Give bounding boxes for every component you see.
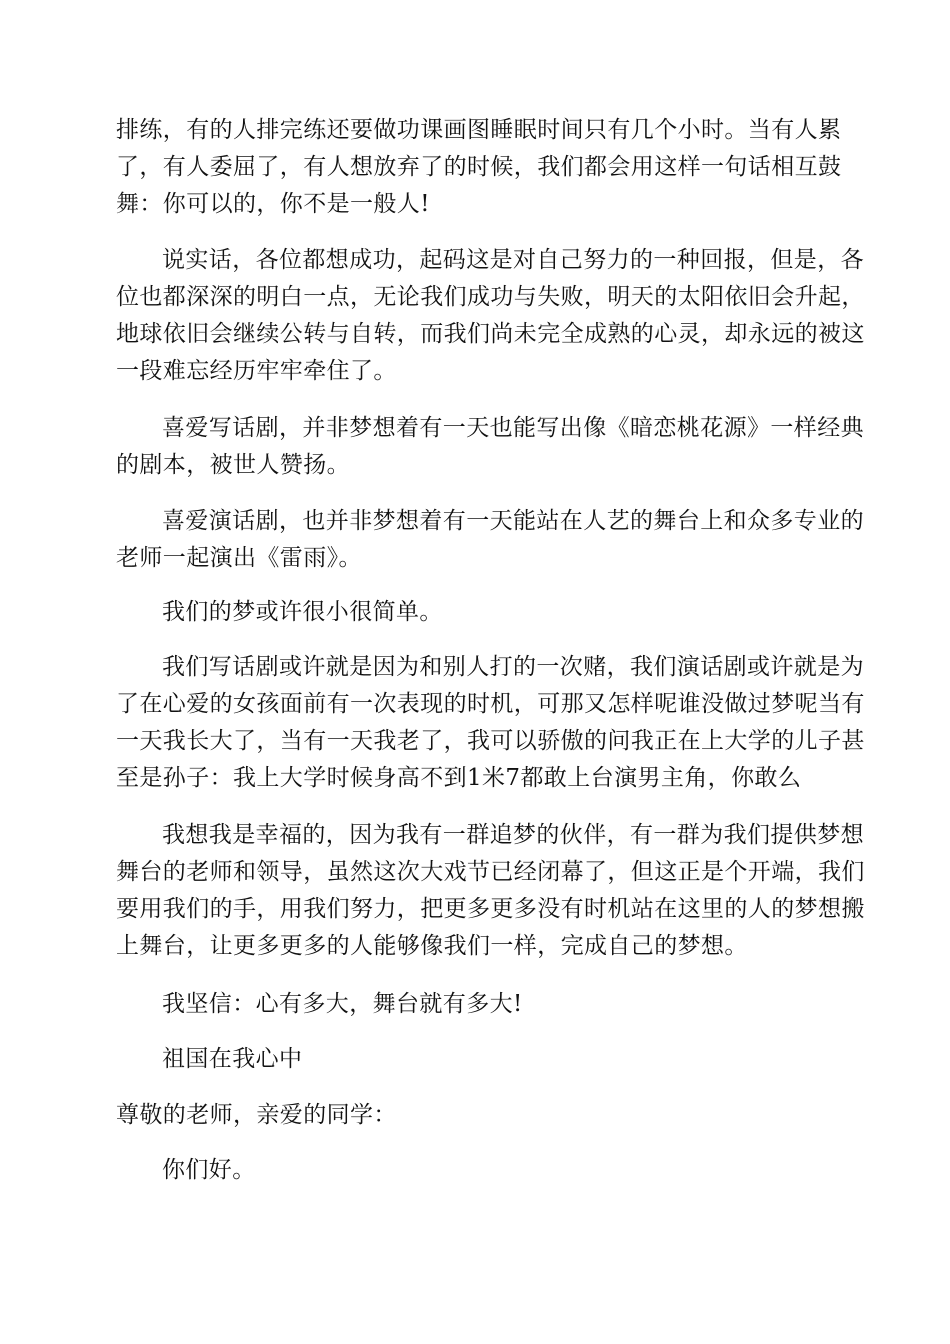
text-line: 上舞台，让更多更多的人能够像我们一样，完成自己的梦想。 <box>116 933 748 959</box>
text-line: 要用我们的手，用我们努力，把更多更多没有时机站在这里的人的梦想搬 <box>116 896 865 922</box>
text-line: 了，有人委屈了，有人想放弃了的时候，我们都会用这样一句话相互鼓 <box>116 154 842 180</box>
paragraph-writing-drama <box>116 410 864 484</box>
paragraph-acting-drama <box>116 503 864 577</box>
text-line: 了在心爱的女孩面前有一次表现的时机，可那又怎样呢谁没做过梦呢当有 <box>116 691 865 717</box>
section-title <box>116 1041 836 1078</box>
text-line: 说实话，各位都想成功，起码这是对自己努力的一种回报，但是，各 <box>162 247 864 273</box>
text-line: 尊敬的老师，亲爱的同学： <box>116 1102 397 1128</box>
paragraph-bet <box>116 649 865 797</box>
text-line: 至是孙子：我上大学时候身高不到1米7都敢上台演男主角，你敢么 <box>116 765 802 791</box>
text-line: 排练，有的人排完练还要做功课画图睡眠时间只有几个小时。当有人累 <box>116 117 842 143</box>
text-line: 舞台的老师和领导，虽然这次大戏节已经闭幕了，但这正是个开端，我们 <box>116 859 865 885</box>
text-line: 地球依旧会继续公转与自转，而我们尚未完全成熟的心灵，却永远的被这 <box>116 321 865 347</box>
paragraph-honestly <box>116 242 865 390</box>
text-line: 祖国在我心中 <box>162 1046 303 1072</box>
text-line: 你们好。 <box>162 1157 256 1183</box>
text-line: 喜爱写话剧，并非梦想着有一天也能写出像《暗恋桃花源》一样经典 <box>162 415 864 441</box>
paragraph-small-dream <box>116 594 836 631</box>
text-line: 一段难忘经历牢牢牵住了。 <box>116 358 397 384</box>
text-line: 老师一起演出《雷雨》。 <box>116 545 362 571</box>
salutation <box>116 1097 836 1134</box>
text-line: 我想我是幸福的，因为我有一群追梦的伙伴，有一群为我们提供梦想 <box>162 822 864 848</box>
paragraph-rehearsal <box>116 112 842 223</box>
text-line: 的剧本，被世人赞扬。 <box>116 452 350 478</box>
text-line: 我坚信：心有多大，舞台就有多大! <box>162 991 523 1017</box>
text-line: 舞：你可以的，你不是一般人! <box>116 191 430 217</box>
text-line: 喜爱演话剧，也并非梦想着有一天能站在人艺的舞台上和众多专业的 <box>162 508 864 534</box>
text-line: 一天我长大了，当有一天我老了，我可以骄傲的问我正在上大学的儿子甚 <box>116 728 865 754</box>
greeting <box>116 1152 836 1189</box>
text-line: 我们写话剧或许就是因为和别人打的一次赌，我们演话剧或许就是为 <box>162 654 864 680</box>
text-line: 位也都深深的明白一点，无论我们成功与失败，明天的太阳依旧会升起， <box>116 284 865 310</box>
paragraph-happiness <box>116 817 865 965</box>
text-line: 我们的梦或许很小很简单。 <box>162 599 443 625</box>
paragraph-belief <box>116 986 836 1023</box>
